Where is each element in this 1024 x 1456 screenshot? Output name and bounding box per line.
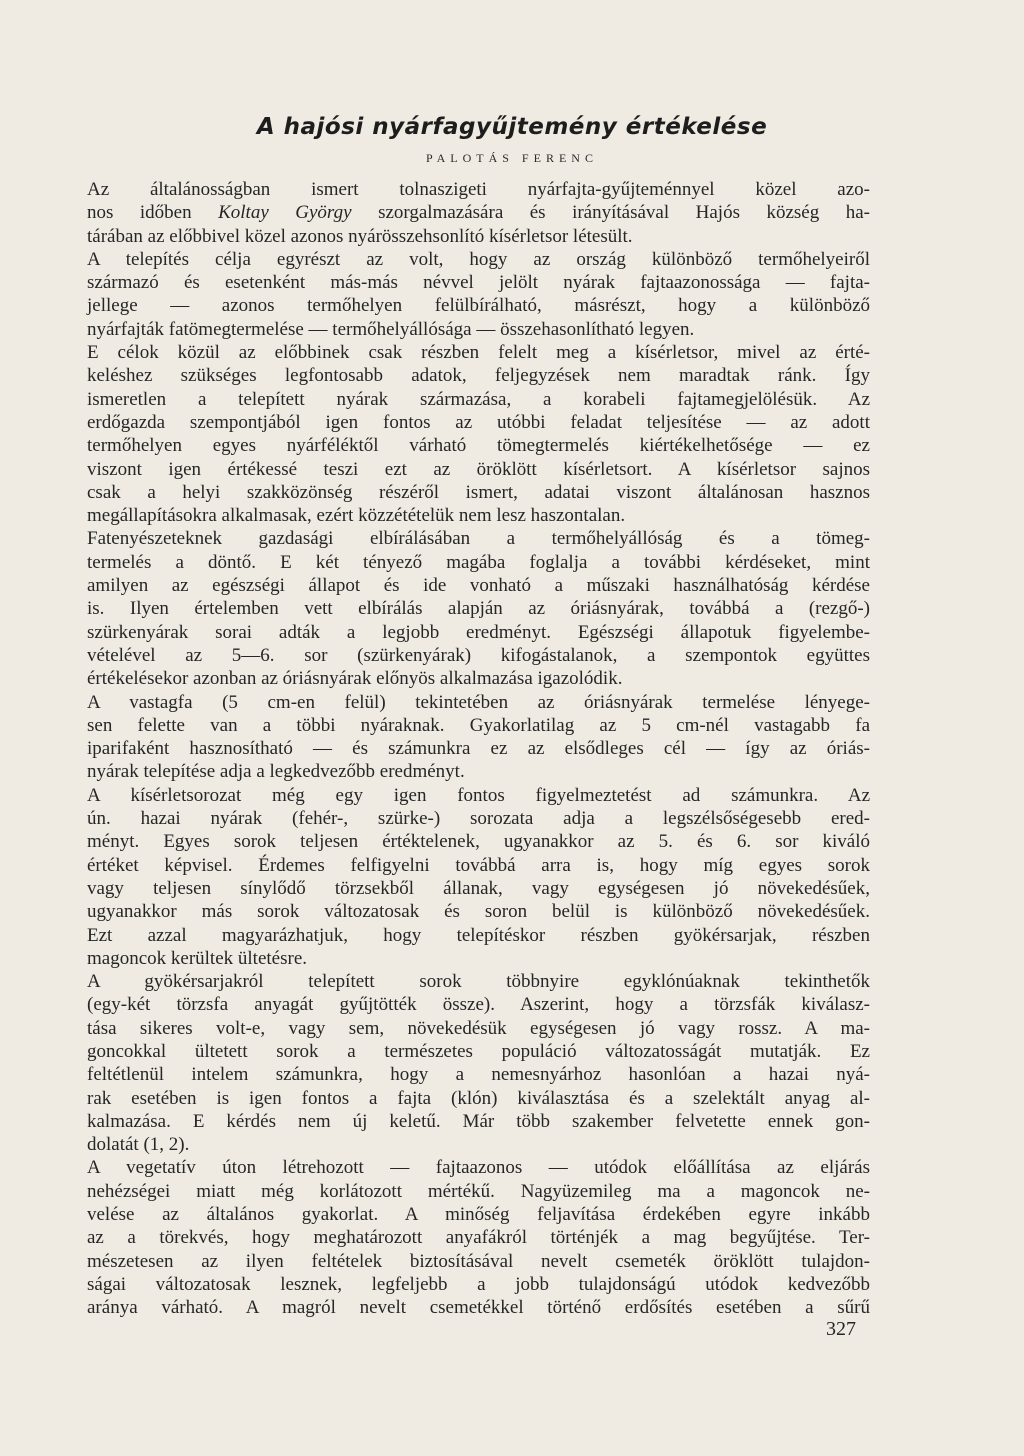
body-line: rak esetében is igen fontos a fajta (klón) kiválasztása és a szelektált anyag al-: [87, 1087, 870, 1109]
body-line: csak a helyi szakközönség részéről ismert, adatai viszont általánosan hasznos: [87, 481, 870, 503]
body-line: velése az általános gyakorlat. A minőség feljavítása érdekében egyre inkább: [87, 1204, 870, 1226]
body-line: A kísérletsorozat még egy igen fontos figyelmeztetést ad számunkra. Az: [87, 784, 870, 806]
article-title: A hajósi nyárfagyűjtemény értékelése: [256, 114, 768, 140]
body-line: értékelésekor azonban az óriásnyárak előnyös alkalmazása igazolódik.: [87, 668, 623, 690]
body-line: tása sikeres volt-e, vagy sem, növekedésük egységesen jó vagy rossz. A ma-: [87, 1017, 870, 1039]
body-line: ismeretlen a telepített nyárak származása, a korabeli fajtamegjelölésük. Az: [87, 388, 870, 410]
body-line: A gyökérsarjakról telepített sorok többnyire egyklónúaknak tekinthetők: [87, 971, 870, 993]
body-line: goncokkal ültetett sorok a természetes populáció változatosságát mutatják. Ez: [87, 1040, 870, 1062]
body-line: magoncok kerültek ültetésre.: [87, 947, 308, 969]
article-body: [87, 178, 870, 1320]
body-line: ságai változatosak lesznek, legfeljebb a jobb tulajdonságú utódok kedvezőbb: [87, 1273, 870, 1295]
body-line: E célok közül az előbbinek csak részben felelt meg a kísérletsor, mivel az érté-: [87, 342, 870, 364]
body-line: (egy-két törzsfa anyagát gyűjtötték össze). Aszerint, hogy a törzsfák kiválasz-: [87, 994, 870, 1016]
body-line: A vastagfa (5 cm-en felül) tekintetében az óriásnyárak termelése lényege-: [87, 691, 870, 713]
body-line: ugyanakkor más sorok változatosak és soron belül is különböző növekedésűek.: [87, 901, 870, 923]
body-line: dolatát (1, 2).: [87, 1134, 190, 1156]
body-line: nyárfajták fatömegtermelése — termőhelyállósága — összehasonlítható legyen.: [87, 318, 695, 340]
body-line: nos időben Koltay György szorgalmazására és irányításával Hajós község ha-: [87, 202, 870, 224]
body-line: vagy teljesen sínylődő törzsekből állanak, vagy egységesen jó növekedésűek,: [87, 877, 870, 899]
body-line: Ezt azzal magyarázhatjuk, hogy telepítéskor részben gyökérsarjak, részben: [87, 924, 870, 946]
body-line: Fatenyészeteknek gazdasági elbírálásában a termőhelyállóság és a tömeg-: [87, 528, 870, 550]
body-line: az a törekvés, hogy meghatározott anyafákról történjék a mag begyűjtése. Ter-: [87, 1227, 870, 1249]
body-line: termőhelyen egyes nyárféléktől várható tömegtermelés kiértékelhetősége — ez: [87, 435, 870, 457]
body-line: viszont igen értékessé teszi ezt az öröklött kísérletsort. A kísérletsor sajnos: [87, 458, 870, 480]
body-line: amilyen az egészségi állapot és ide vonható a műszaki használhatóság kérdése: [87, 575, 870, 597]
body-line: feltétlenül intelem számunkra, hogy a nemesnyárhoz hasonlóan a hazai nyá-: [87, 1064, 870, 1086]
body-line: szürkenyárak sorai adták a legjobb eredményt. Egészségi állapotuk figyelembe-: [87, 621, 870, 643]
body-line: ményt. Egyes sorok teljesen értéktelenek, ugyanakkor az 5. és 6. sor kiváló: [87, 831, 870, 853]
body-line: erdőgazda szempontjából igen fontos az utóbbi feladat teljesítése — az adott: [87, 411, 870, 433]
body-line: aránya várható. A magról nevelt csemetékkel történő erdősítés esetében a sűrű: [87, 1297, 870, 1319]
body-line: sen felette van a többi nyáraknak. Gyakorlatilag az 5 cm-nél vastagabb fa: [87, 714, 870, 736]
body-line: nehézségei miatt még korlátozott mértékű. Nagyüzemileg ma a magoncok ne-: [87, 1180, 870, 1202]
body-line: megállapításokra alkalmasak, ezért közzétételük nem lesz haszontalan.: [87, 505, 626, 527]
body-line: Az általánosságban ismert tolnaszigeti nyárfajta-gyűjteménnyel közel azo-: [87, 179, 870, 200]
body-line: kalmazása. E kérdés nem új keletű. Már több szakember felvetette ennek gon-: [87, 1110, 870, 1132]
body-line: mészetesen az ilyen feltételek biztosításával nevelt csemeték öröklött tulajdon-: [87, 1250, 870, 1272]
body-line: is. Ilyen értelemben vett elbírálás alapján az óriásnyárak, továbbá a (rezgő-): [87, 598, 870, 620]
body-line: értéket képvisel. Érdemes felfigyelni továbbá arra is, hogy míg egyes sorok: [87, 854, 870, 876]
body-line: iparifaként hasznosítható — és számunkra ez az elsődleges cél — így az óriás-: [87, 738, 870, 760]
body-line: ún. hazai nyárak (fehér-, szürke-) sorozata adja a legszélsőségesebb ered-: [87, 808, 870, 830]
page-number: 327: [826, 1318, 856, 1340]
body-line: A vegetatív úton létrehozott — fajtaazonos — utódok előállítása az eljárás: [87, 1157, 870, 1179]
article-author: PALOTÁS FERENC: [426, 151, 598, 165]
body-line: A telepítés célja egyrészt az volt, hogy az ország különböző termőhelyeiről: [87, 248, 870, 270]
body-line: tárában az előbbivel közel azonos nyárösszehsonlító kísérletsor létesült.: [87, 225, 633, 247]
body-line: keléshez szükséges legfontosabb adatok, feljegyzések nem maradtak ránk. Így: [87, 365, 870, 387]
body-line: jellege — azonos termőhelyen felülbírálható, másrészt, hogy a különböző: [87, 295, 870, 317]
body-line: vételével az 5—6. sor (szürkenyárak) kifogástalanok, a szempontok együttes: [87, 644, 870, 666]
body-line: nyárak telepítése adja a legkedvezőbb eredményt.: [87, 761, 465, 783]
body-line: termelés a döntő. E két tényező magába foglalja a további kérdéseket, mint: [87, 551, 870, 573]
body-line: származó és esetenként más-más névvel jelölt nyárak fajtaazonossága — fajta-: [87, 272, 870, 294]
